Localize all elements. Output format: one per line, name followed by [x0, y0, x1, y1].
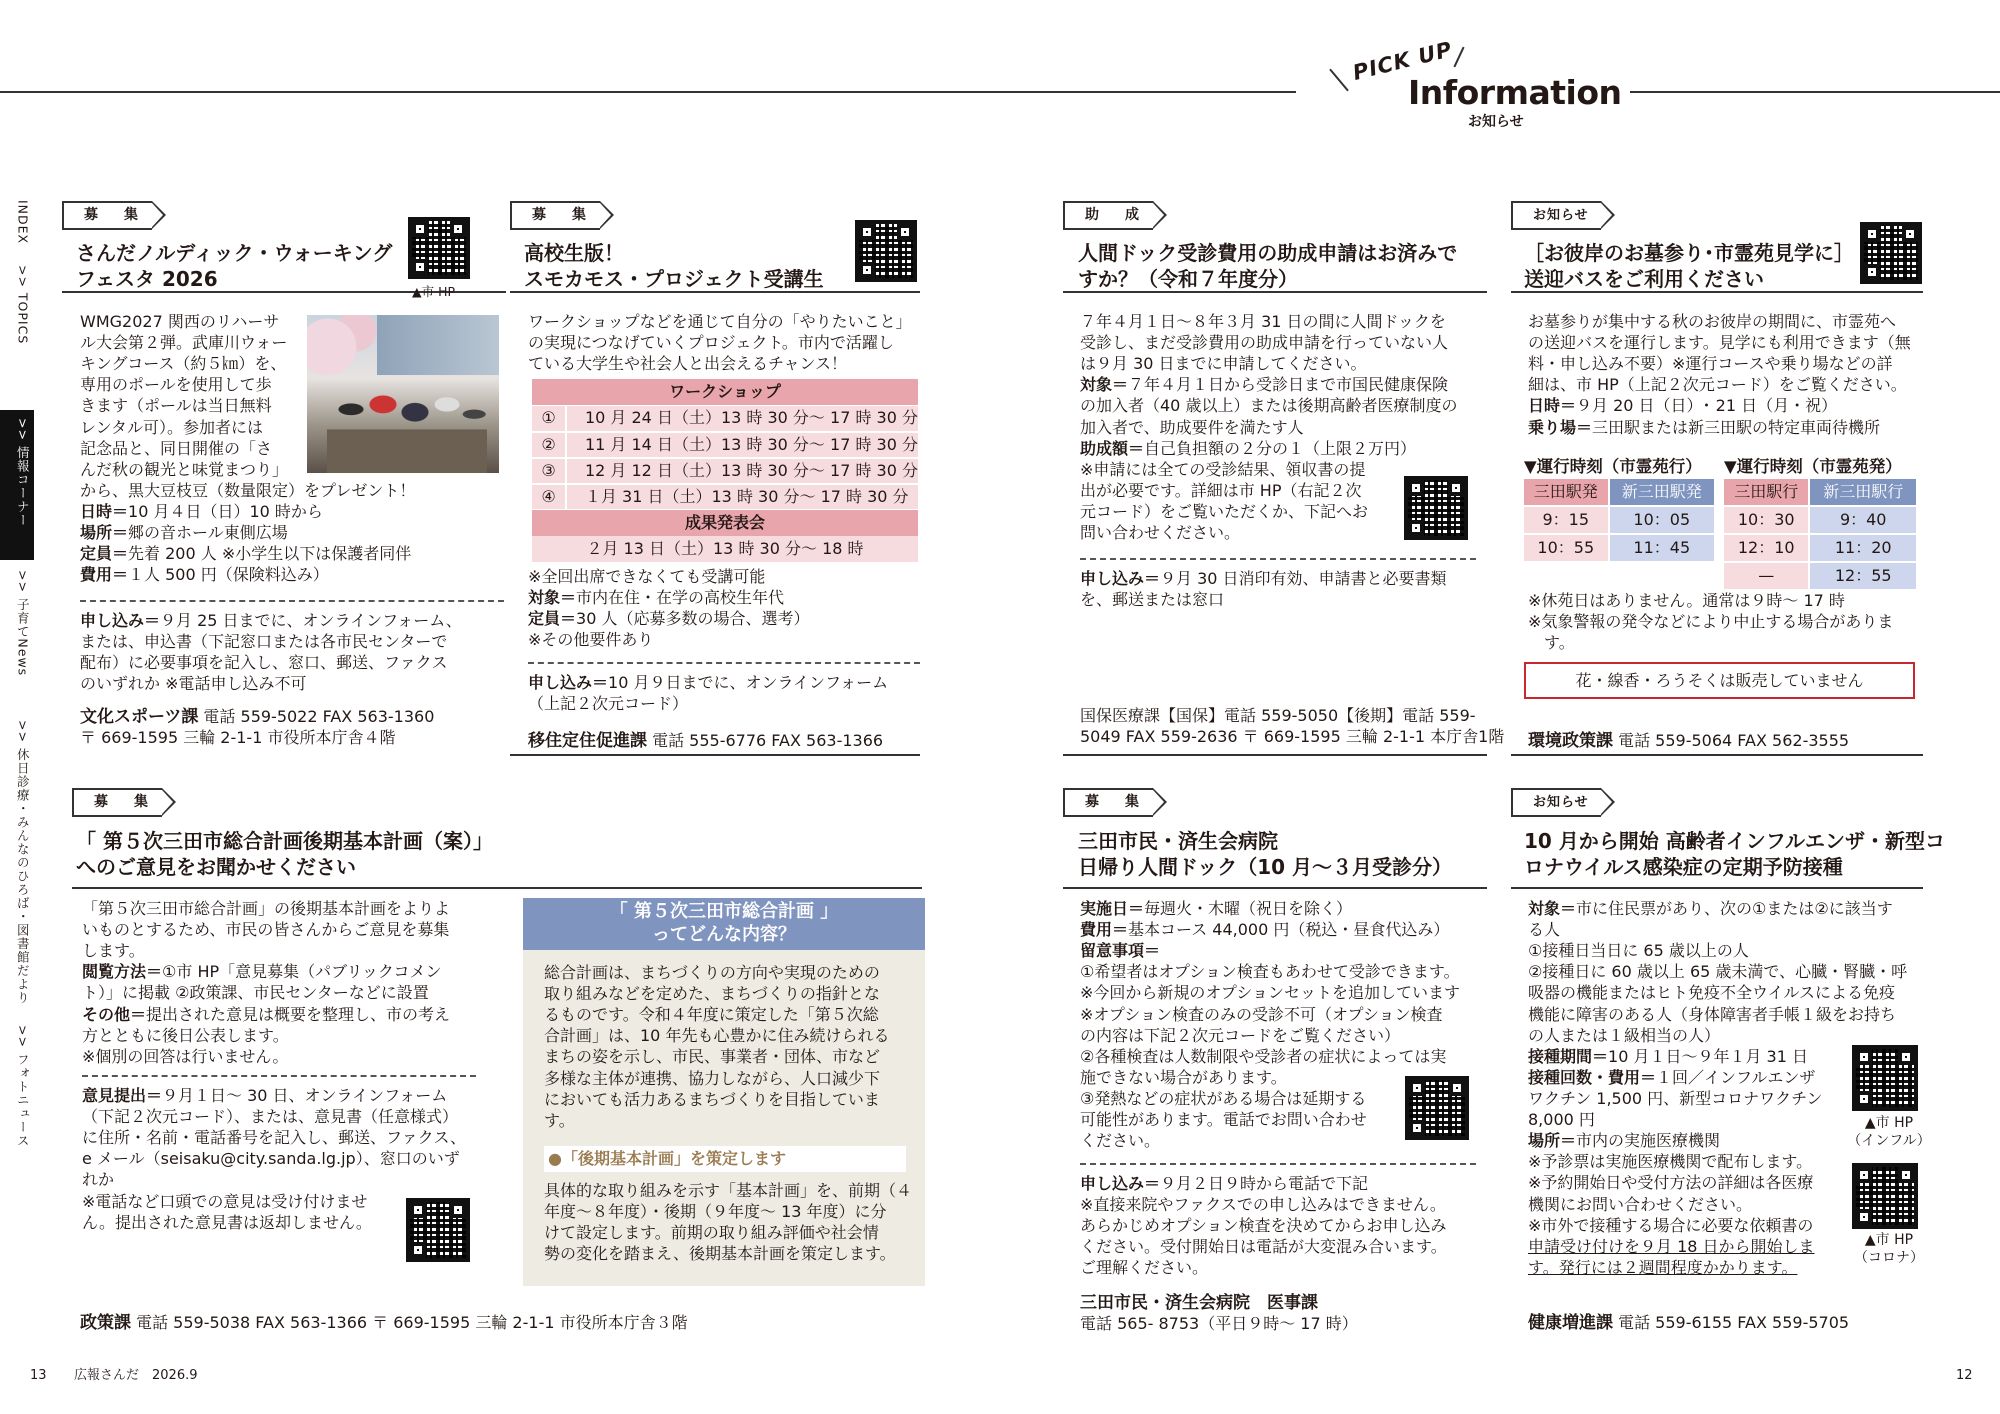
qr-caption: ▲市 HP （インフル）: [1847, 1115, 1931, 1149]
issue-label: 広報さんだ 2026.9: [74, 1368, 198, 1383]
qr-caption: ▲市 HP （コロナ）: [1854, 1232, 1924, 1266]
page-number-left: 13: [30, 1368, 47, 1383]
article-title: 10 月から開始 高齢者インフルエンザ・新型コ ロナウイルス感染症の定期予防接種: [1524, 829, 1945, 879]
timetable-to-title: ▼運行時刻（市霊苑行）: [1524, 457, 1702, 476]
contact-info: 政策課 電話 559-5038 FAX 563-1366 〒 669-1595 三輪 2-1-1 市役所本庁舎３階: [80, 1313, 688, 1333]
sidebar-item-holiday[interactable]: >> 休日診療・みんなのひろば・図書館だより: [15, 720, 31, 1005]
article-body: ワークショップなどを通じて自分の「やりたいこと」 の実現につなげていくプロジェクト。市内で活躍し ている大学生や社会人と出会えるチャンス！: [528, 312, 912, 374]
info-box-subheading: ●「後期基本計画」を策定します: [544, 1146, 906, 1172]
pickup-slash-left: [1329, 69, 1349, 92]
qr-code[interactable]: [1860, 222, 1922, 284]
workshop-header: ワークショップ: [532, 379, 918, 405]
contact-info: 国保医療課【国保】電話 559-5050【後期】電話 559- 5049 FAX 559-2636 〒 669-1595 三輪 2-1-1 本庁舎1階: [1080, 706, 1505, 746]
qr-code[interactable]: [406, 1198, 470, 1262]
qr-code[interactable]: [1405, 1076, 1469, 1140]
qr-caption: ▲市 HP: [412, 284, 456, 299]
table-row: — 12：55: [1724, 563, 1916, 589]
timetable-to: 三田駅発 新三田駅発 9：15 10：05 10：55 11：45: [1522, 477, 1716, 563]
qr-code[interactable]: [408, 217, 470, 279]
table-row: ③ 12 月 12 日（土）13 時 30 分～ 17 時 30 分: [532, 458, 918, 484]
category-tag: 募 集: [510, 201, 600, 230]
article-title: 高校生版！ スモカモス・プロジェクト受講生: [524, 241, 824, 291]
page-number-right: 12: [1956, 1368, 1973, 1383]
sidebar-item-index[interactable]: INDEX: [15, 200, 31, 245]
final-header: 成果発表会: [532, 510, 918, 536]
page-subtitle: お知らせ: [1468, 114, 1524, 130]
notes: ※休苑日はありません。通常は９時～ 17 時 ※気象警報の発令などにより中止する場合がありま す。: [1528, 591, 1894, 653]
table-row: ④ １月 31 日（土）13 時 30 分～ 17 時 30 分: [532, 484, 918, 510]
contact-info: 環境政策課 電話 559-5064 FAX 562-3555: [1528, 731, 1850, 751]
sidebar-item-photo[interactable]: >> フォトニュース: [15, 1025, 31, 1148]
category-tag: お知らせ: [1511, 201, 1601, 230]
contact-info: 健康増進課 電話 559-6155 FAX 559-5705: [1528, 1313, 1850, 1333]
page-title: Information: [1408, 73, 1622, 112]
article-body: ７年４月１日～８年３月 31 日の間に人間ドックを 受診し、まだ受診費用の助成申請を行っていない人 は９月 30 日までに申請してください。 対象＝７年４月１日から受診日まで市国民健康保険 の加入者（40 歳以上）または後期高齢者医療制度の 加入者で、助成要件を満たす人 助成額＝自己負担額の２分の１（上限２万円） ※申請には全ての受診結果、領収書の提 出が必要です。詳細は市 HP（右記２次 元コード）をご覧いただくか、下記へお 問い合わせください。: [1080, 312, 1458, 543]
article-title: さんだノルディック・ウォーキング フェスタ 2026: [76, 241, 393, 291]
sidebar-item-info[interactable]: >> 情報コーナー: [15, 418, 31, 527]
contact-info: 三田市民・済生会病院 医事課 電話 565- 8753（平日９時～ 17 時）: [1080, 1293, 1358, 1334]
table-row: 10：30 9：40: [1724, 507, 1916, 533]
table-row: ② 11 月 14 日（土）13 時 30 分～ 17 時 30 分: [532, 432, 918, 458]
article-title: 「 第５次三田市総合計画後期基本計画（案）」 へのご意見をお聞かせください: [76, 829, 493, 879]
article-title: ［お彼岸のお墓参り･市霊苑見学に］ 送迎バスをご利用ください: [1524, 241, 1854, 291]
category-tag: 助 成: [1063, 201, 1153, 230]
category-tag: 募 集: [62, 201, 152, 230]
table-row: 10：55 11：45: [1524, 535, 1714, 561]
warning-box: 花・線香・ろうそくは販売していません: [1524, 662, 1915, 699]
article-body: お墓参りが集中する秋のお彼岸の期間に、市霊苑へ の送迎バスを運行します。見学にも利用できます（無 料・申し込み不要）※運行コースや乗り場などの詳 細は、市 HP（上記２次元コード）をご覧ください。 日時＝９月 20 日（日）･ 21 日（月・祝） 乗り場＝三田駅または新三田駅の特定車両待機所: [1528, 312, 1911, 437]
table-row: 9：15 10：05: [1524, 507, 1714, 533]
timetable-from: 三田駅行 新三田駅行 10：30 9：40 12：10 11：20 — 12：55: [1722, 477, 1918, 591]
contact-info: 移住定住促進課 電話 555-6776 FAX 563-1366: [528, 731, 884, 751]
contact-info: 文化スポーツ課 電話 559-5022 FAX 563-1360 〒 669-1595 三輪 2-1-1 市役所本庁舎４階: [80, 707, 435, 748]
category-tag: 募 集: [1063, 788, 1153, 817]
article-body: 対象＝市に住民票があり、次の①または②に該当す る人 ①接種日当日に 65 歳以上の人 ②接種日に 60 歳以上 65 歳未満で、心臓・腎臓・呼 吸器の機能またはヒト免疫不全ウイルスによる免疫 機能に障害のある人（身体障害者手帳１級をお持ち の人または１級相当の人） 接種期間＝10 月１日～９年１月 31 日 接種回数・費用＝１回／インフルエンザ ワクチン 1,500 円、新型コロナワクチン 8,000 円 場所＝市内の実施医療機関 ※予診票は実施医療機関で配布します。 ※予約開始日や受付方法の詳細は各医療 機関にお問い合わせください。 ※市外で接種する場合に必要な依頼書の 申請受け付けを９月 18 日から開始しま す。発行には２週間程度かかります。: [1528, 899, 1908, 1277]
apply-info: 申し込み＝９月 30 日消印有効、申請書と必要書類 を、郵送または窓口: [1080, 569, 1447, 610]
apply-info: 申し込み＝10 月９日までに、オンラインフォーム （上記２次元コード）: [528, 673, 889, 714]
category-tag: お知らせ: [1511, 788, 1601, 817]
qr-code-influenza[interactable]: [1852, 1045, 1918, 1111]
notes: ※全回出席できなくても受講可能 対象＝市内在住・在学の高校生年代 定員＝30 人（応募多数の場合、選考） ※その他要件あり: [528, 567, 810, 650]
info-box-body: 総合計画は、まちづくりの方向や実現のための 取り組みなどを定めた、まちづくりの指針とな るものです。令和４年度に策定した「第５次総 合計画」は、10 年先も心豊かに住み続けられる まちの姿を示し、市民、事業者・団体、市など 多様な主体が連携、協力しながら、人口減少下 においても活力あるまちづくりを目指していま す。: [544, 963, 890, 1130]
workshop-table: [532, 406, 918, 511]
article-title: 人間ドック受診費用の助成申請はお済みで すか？（令和７年度分）: [1078, 241, 1458, 291]
qr-code[interactable]: [1404, 476, 1468, 540]
pickup-label: PICK UP: [1350, 37, 1455, 85]
submit-info: 意見提出＝９月１日～ 30 日、オンラインフォーム （下記２次元コード）、または、意見書（任意様式） に住所・名前・電話番号を記入し、郵送、ファクス、 e メール（seisaku@city.sanda.lg.jp）、窓口のいず れか ※電話など口頭での意見は受け付けませ ん。提出された意見書は返却しません。: [82, 1086, 467, 1232]
article-body: 「第５次三田市総合計画」の後期基本計画をよりよ いものとするため、市民の皆さんからご意見を募集 します。 閲覧方法＝①市 HP「意見募集（パブリックコメン ト）」に掲載 ②政策課、市民センターなどに設置 その他＝提出された意見は概要を整理し、市の考え 方とともに後日公表します。 ※個別の回答は行いません。: [82, 899, 451, 1066]
table-row: 12：10 11：20: [1724, 535, 1916, 561]
pickup-slash-right: [1453, 47, 1464, 68]
qr-code-corona[interactable]: [1852, 1163, 1918, 1229]
article-body: WMG2027 関西のリハーサ ル大会第２弾。武庫川ウォー キングコース（約５㎞）を、 専用のポールを使用して歩 きます（ポールは当日無料 レンタル可）。参加者には 記念品と、同日開催の「さ んだ秋の観光と味覚まつり」 から、黒大豆枝豆（数量限定）をプレゼント！ 日時＝10 月４日（日）10 時から 場所＝郷の音ホール東側広場 定員＝先着 200 人 ※小学生以下は保護者同伴 費用＝１人 500 円（保険料込み）: [80, 312, 416, 585]
sidebar-item-kosodate[interactable]: >> 子育てNews: [15, 570, 31, 677]
table-row: ① 10 月 24 日（土）13 時 30 分～ 17 時 30 分: [532, 406, 918, 432]
sidebar-item-topics[interactable]: >> TOPICS: [15, 265, 31, 345]
info-box-title: 「 第５次三田市総合計画 」 ってどんな内容？: [523, 898, 925, 950]
apply-info: 申し込み＝９月２日９時から電話で下記 ※直接来院やファクスでの申し込みはできません。 あらかじめオプション検査を決めてからお申し込み ください。受付開始日は電話が大変混み合います。 ご理解ください。: [1080, 1174, 1447, 1278]
apply-info: 申し込み＝９月 25 日までに、オンラインフォーム、 または、申込書（下記窓口または各市民センターで 配布）に必要事項を記入し、窓口、郵送、ファクス のいずれか ※電話申し込み不可: [80, 611, 462, 694]
article-body: 実施日＝毎週火・木曜（祝日を除く） 費用＝基本コース 44,000 円（税込・昼食代込み） 留意事項＝ ①希望者はオプション検査もあわせて受診できます。 ※今回から新規のオプションセットを追加しています ※オプション検査のみの受診不可（オプション検査 の内容は下記２次元コードをご覧ください） ②各種検査は人数制限や受診者の症状によっては実 施できない場合があります。 ③発熱などの症状がある場合は延期する 可能性があります。電話でお問い合わせ ください。: [1080, 899, 1460, 1151]
timetable-from-title: ▼運行時刻（市霊苑発）: [1724, 457, 1902, 476]
article-title: 三田市民・済生会病院 日帰り人間ドック（10 月～３月受診分）: [1078, 829, 1452, 879]
category-tag: 募 集: [72, 788, 162, 817]
qr-code[interactable]: [855, 220, 917, 282]
info-box-body2: 具体的な取り組みを示す「基本計画」を、前期（４ 年度～８年度）・後期（９年度～ 13 年度）に分 けて設定します。前期の取り組み評価や社会情 勢の変化を踏まえ、後期基本計画を策定します。: [544, 1181, 913, 1264]
final-date: ２月 13 日（土）13 時 30 分～ 18 時: [532, 536, 918, 562]
